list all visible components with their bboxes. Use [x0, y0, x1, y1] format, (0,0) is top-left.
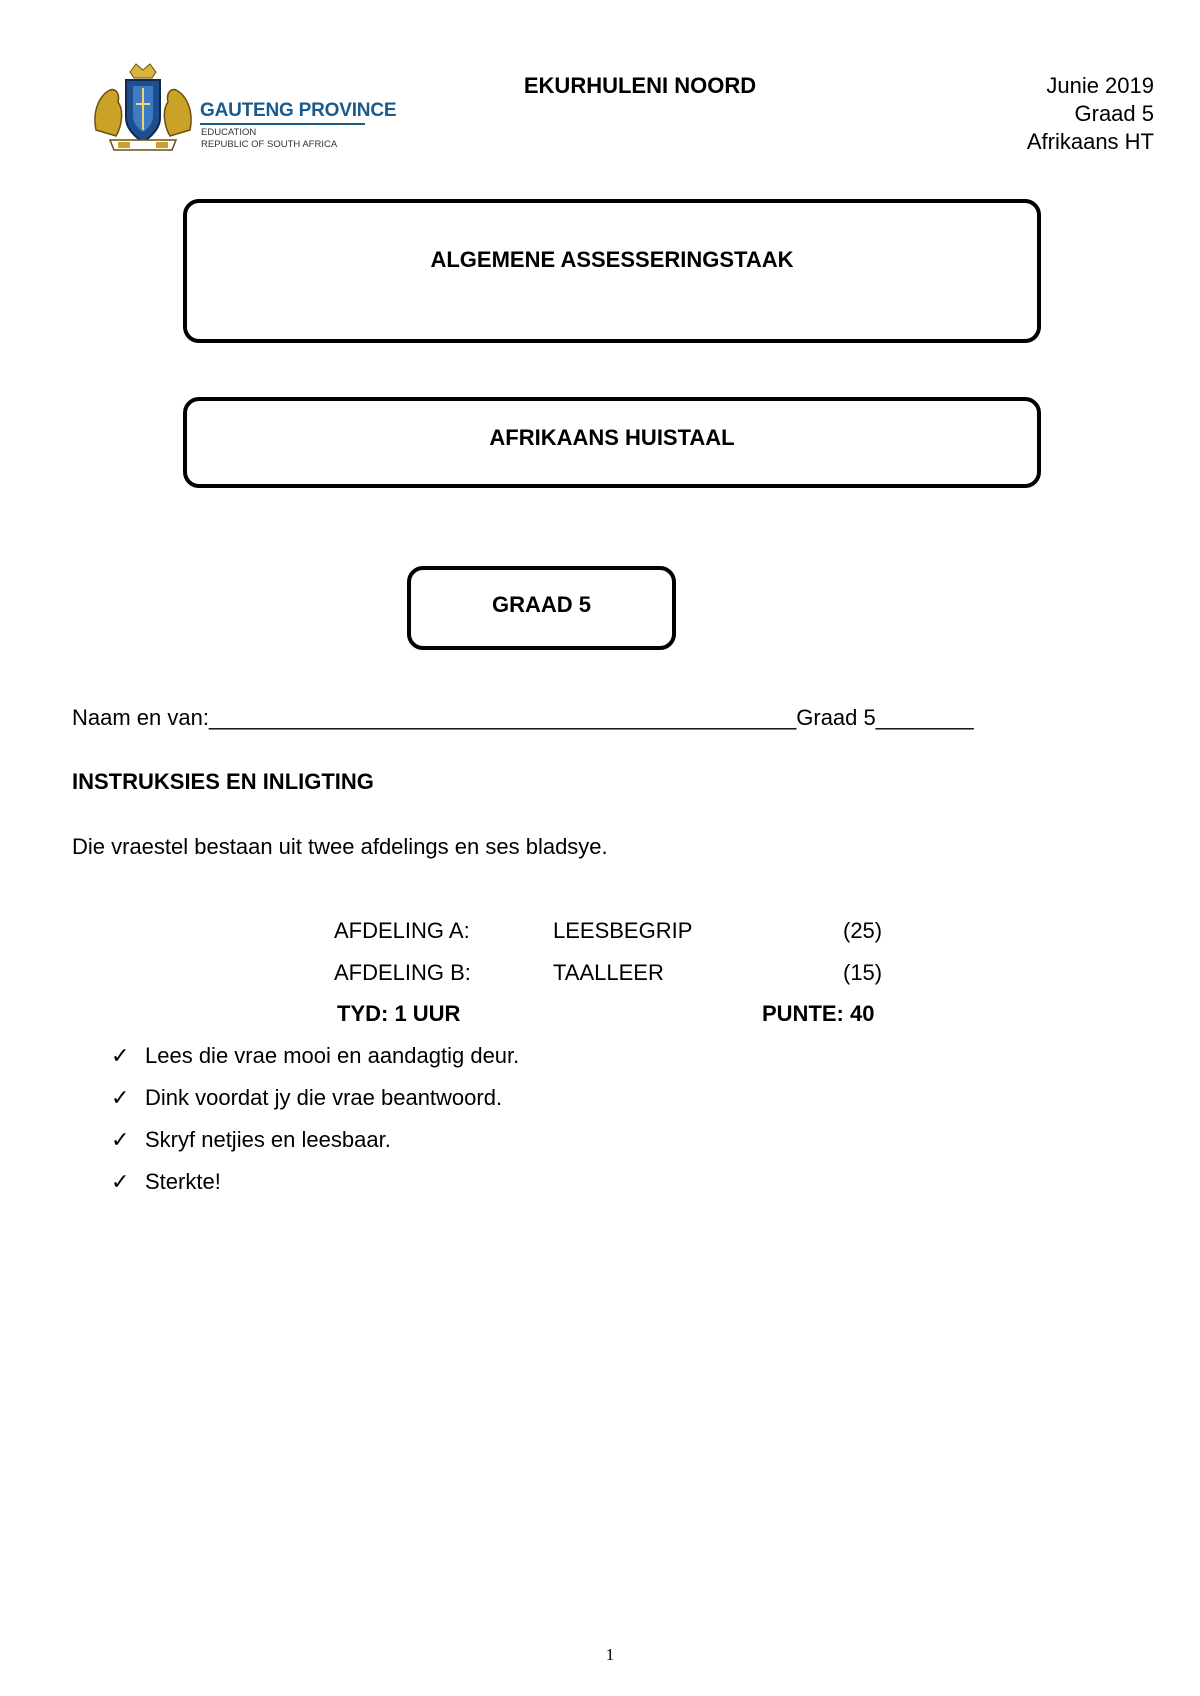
checkmark-icon: ✓	[111, 1043, 130, 1068]
page-number: 1	[605, 1645, 615, 1664]
assessment-box	[183, 199, 1041, 343]
logo-subtitle-country: REPUBLIC OF SOUTH AFRICA	[201, 139, 338, 150]
list-item	[111, 1085, 502, 1111]
logo-underline	[200, 123, 365, 125]
checkmark-icon: ✓	[111, 1169, 130, 1194]
checkmark-icon: ✓	[111, 1085, 130, 1110]
section-a-label: AFDELING A:	[334, 918, 470, 943]
grade-title: GRAAD 5	[491, 592, 591, 617]
document-meta	[1027, 72, 1154, 156]
bullet-text: Sterkte!	[145, 1169, 221, 1194]
section-b-label: AFDELING B:	[334, 960, 471, 985]
list-item	[111, 1169, 221, 1195]
meta-grade: Graad 5	[1074, 101, 1154, 126]
section-b-marks: (15)	[843, 960, 883, 985]
logo-subtitle-education: EDUCATION	[201, 127, 257, 138]
list-item	[111, 1043, 519, 1069]
total-marks: PUNTE: 40	[762, 1001, 875, 1026]
subject-title: AFRIKAANS HUISTAAL	[489, 425, 735, 450]
time-allowed: TYD: 1 UUR	[337, 1001, 461, 1026]
instructions-intro: Die vraestel bestaan uit twee afdelings en ses bladsye.	[72, 834, 608, 859]
grade-box	[407, 566, 676, 650]
list-item	[111, 1127, 391, 1153]
section-a-name: LEESBEGRIP	[553, 918, 693, 943]
section-b-name: TAALLEER	[553, 960, 664, 985]
logo-title: GAUTENG PROVINCE	[200, 100, 397, 121]
meta-date: Junie 2019	[1046, 73, 1154, 98]
bullet-text: Lees die vrae mooi en aandagtig deur.	[145, 1043, 520, 1068]
bullet-text: Skryf netjies en leesbaar.	[145, 1127, 391, 1152]
section-a-marks: (25)	[843, 918, 883, 943]
instructions-heading: INSTRUKSIES EN INLIGTING	[72, 769, 374, 794]
checkmark-icon: ✓	[111, 1127, 130, 1152]
bullet-text: Dink voordat jy die vrae beantwoord.	[145, 1085, 503, 1110]
subject-box	[183, 397, 1041, 488]
assessment-title: ALGEMENE ASSESSERINGSTAAK	[430, 247, 794, 272]
name-and-grade-field[interactable]: Naam en van:________________________________________________Graad 5________	[72, 705, 974, 730]
district-title: EKURHULENI NOORD	[523, 73, 757, 98]
meta-subject: Afrikaans HT	[1026, 129, 1154, 154]
